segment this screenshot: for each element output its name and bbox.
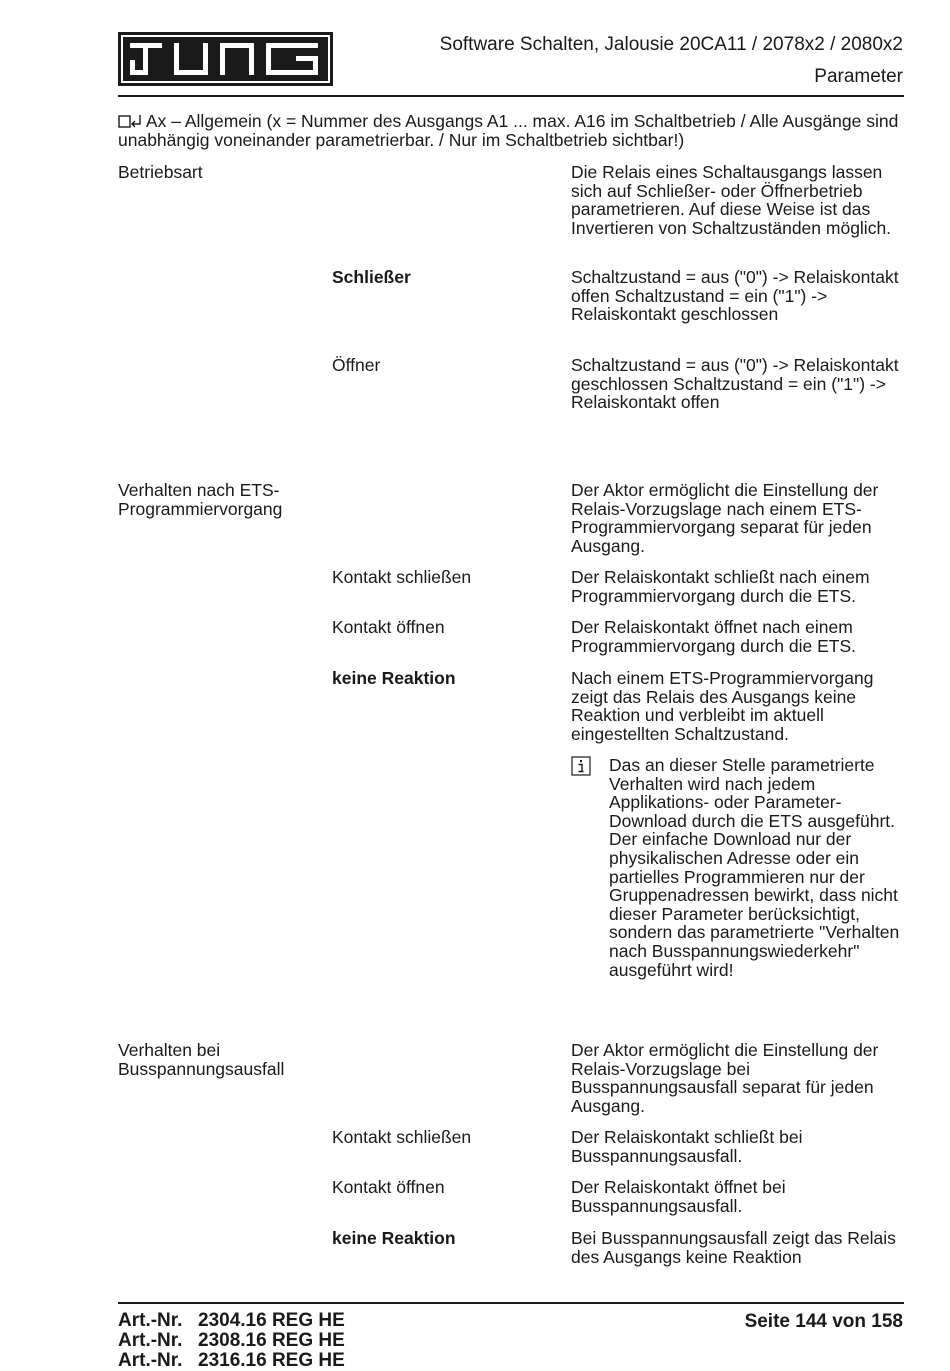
parameter-group-heading [118, 112, 904, 149]
article-label: Art.-Nr. [118, 1310, 183, 1331]
option-description: Der Relaiskontakt öffnet nach einem Programmiervorgang durch die ETS. [571, 617, 856, 656]
option-description: Nach einem ETS-Programmiervorgang zeigt das Relais des Ausgangs keine Reaktion und verbleibt im aktuell eingestellten Schaltzustand. [571, 668, 874, 744]
page-number: Seite 144 von 158 [744, 1311, 903, 1332]
param-description: Der Aktor ermöglicht die Einstellung der Relais-Vorzugslage bei Busspannungsausfall separat für jeden Ausgang. [571, 1040, 879, 1116]
info-note: Das an dieser Stelle parametrierte Verhalten wird nach jedem Applikations- oder Parameter-Download durch die ETS ausgeführt. Der einfache Download nur der physikalischen Adresse oder ein partielles Programmieren nur der Gruppenadressen bewirkt, dass nicht dieser Parameter berücksichtigt, sondern das parametrierte "Verhalten nach Busspannungswiederkehr" ausgeführt wird! [609, 755, 900, 980]
article-label: Art.-Nr. [118, 1330, 183, 1351]
section-title: Parameter [814, 66, 903, 87]
article-number: 2308.16 REG HE [198, 1330, 345, 1351]
param-name-betriebsart: Betriebsart [118, 162, 203, 182]
article-number: 2304.16 REG HE [198, 1310, 345, 1331]
option-description: Schaltzustand = aus ("0") -> Relaiskontakt offen Schaltzustand = ein ("1") -> Relaiskontakt geschlossen [571, 267, 899, 325]
article-label: Art.-Nr. [118, 1350, 183, 1371]
option-kontakt-oeffnen: Kontakt öffnen [332, 617, 445, 637]
article-number-row [118, 1351, 345, 1371]
article-number-row [118, 1331, 345, 1351]
option-description: Der Relaiskontakt schließt nach einem Programmiervorgang durch die ETS. [571, 567, 870, 606]
param-description: Die Relais eines Schaltausgangs lassen sich auf Schließer- oder Öffnerbetrieb parametrieren. Auf diese Weise ist das Invertieren von Schaltzuständen möglich. [571, 162, 892, 238]
option-kontakt-schliessen: Kontakt schließen [332, 1127, 472, 1147]
jung-logo [118, 32, 333, 86]
parameter-page-icon [118, 114, 142, 129]
document-title: Software Schalten, Jalousie 20CA11 / 2078x2 / 2080x2 [439, 34, 903, 55]
article-number-row [118, 1311, 345, 1331]
option-description: Der Relaiskontakt öffnet bei Busspannungsausfall. [571, 1177, 786, 1216]
header-rule [118, 95, 904, 97]
option-description: Schaltzustand = aus ("0") -> Relaiskontakt geschlossen Schaltzustand = ein ("1") -> Relaiskontakt offen [571, 355, 899, 413]
option-oeffner: Öffner [332, 355, 381, 375]
option-keine-reaktion: keine Reaktion [332, 668, 456, 688]
article-number: 2316.16 REG HE [198, 1350, 345, 1371]
param-name-ets-programmiervorgang: Verhalten nach ETS-Programmiervorgang [118, 480, 283, 519]
parameter-group-text: Ax – Allgemein (x = Nummer des Ausgangs A1 ... max. A16 im Schaltbetrieb / Alle Ausgänge sind unabhängig voneinander parametrierbar. / Nur im Schaltbetrieb sichtbar!) [118, 111, 899, 150]
footer-rule [118, 1302, 904, 1304]
param-name-busspannungsausfall: Verhalten bei Busspannungsausfall [118, 1040, 285, 1079]
option-kontakt-schliessen: Kontakt schließen [332, 567, 472, 587]
option-description: Der Relaiskontakt schließt bei Busspannungsausfall. [571, 1127, 803, 1166]
option-schliesser: Schließer [332, 267, 411, 287]
option-keine-reaktion: keine Reaktion [332, 1228, 456, 1248]
info-icon [571, 756, 591, 776]
option-kontakt-oeffnen: Kontakt öffnen [332, 1177, 445, 1197]
option-description: Bei Busspannungsausfall zeigt das Relais des Ausgangs keine Reaktion [571, 1228, 896, 1267]
param-description: Der Aktor ermöglicht die Einstellung der Relais-Vorzugslage nach einem ETS-Programmiervorgang separat für jeden Ausgang. [571, 480, 879, 556]
